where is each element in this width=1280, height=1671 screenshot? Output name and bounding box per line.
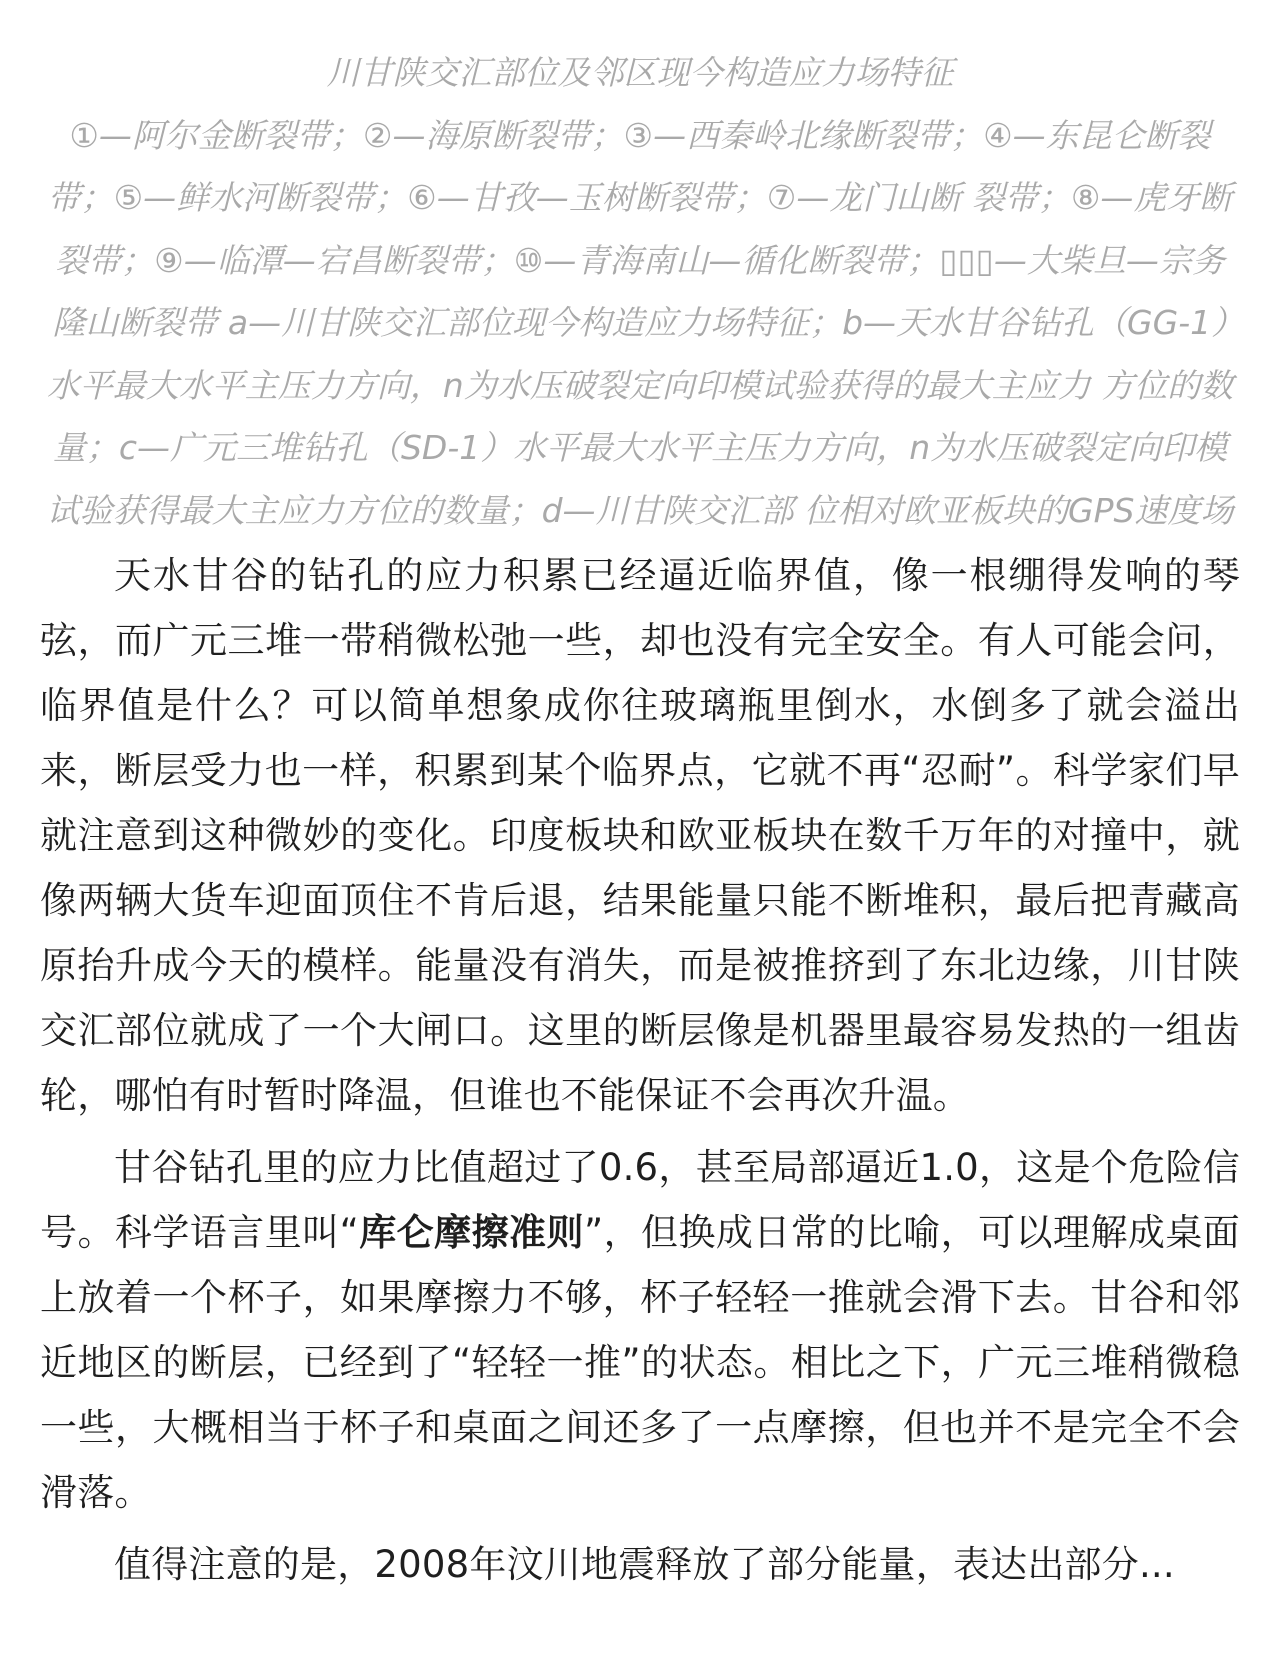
paragraph-2 [40, 1135, 1240, 1525]
paragraph-1: 天水甘谷的钻孔的应力积累已经逼近临界值，像一根绷得发响的琴弦，而广元三堆一带稍微松弛一些，却也没有完全安全。有人可能会问，临界值是什么？可以简单想象成你往玻璃瓶里倒水，水倒多了就会溢出来，断层受力也一样，积累到某个临界点，它就不再“忍耐”。科学家们早就注意到这种微妙的变化。印度板块和欧亚板块在数千万年的对撞中，就像两辆大货车迎面顶住不肯后退，结果能量只能不断堆积，最后把青藏高原抬升成今天的模样。能量没有消失，而是被推挤到了东北边缘，川甘陕交汇部位就成了一个大闸口。这里的断层像是机器里最容易发热的一组齿轮，哪怕有时暂时降温，但谁也不能保证不会再次升温。 [40, 554, 1240, 1117]
coulomb-criterion-term: 库仑摩擦准则 [358, 1211, 584, 1254]
article-page [40, 42, 1240, 1597]
paragraph-2-text-b: ”，但换成日常的比喻，可以理解成桌面上放着一个杯子，如果摩擦力不够，杯子轻轻一推就会滑下去。甘谷和邻近地区的断层，已经到了“轻轻一推”的状态。相比之下，广元三堆稍微稳一些，大概相当于杯子和桌面之间还多了一点摩擦，但也并不是完全不会滑落。 [40, 1211, 1240, 1514]
figure-caption [40, 42, 1240, 542]
paragraph-2-text-a: 甘谷钻孔里的应力比值超过了0.6，甚至局部逼近1.0，这是个危险信号。科学语言里叫“ [40, 1146, 1240, 1254]
caption-body: ①—阿尔金断裂带；②—海原断裂带；③—西秦岭北缘断裂带；④—东昆仑断裂带；⑤—鲜水河断裂带；⑥—甘孜—玉树断裂带；⑦—龙门山断 裂带；⑧—虎牙断裂带；⑨—临潭—宕昌断裂带；⑩—青海南山—循化断裂带；▯▯▯—大柴旦—宗务隆山断裂带 a—川甘陕交汇部位现今构造应力场特征；b—天水甘谷钻孔（GG-1）水平最大水平主压力方向，n为水压破裂定向印模试验获得的最大主应力 方位的数量；c—广元三堆钻孔（SD-1）水平最大水平主压力方向，n为水压破裂定向印模试验获得最大主应力方位的数量；d—川甘陕交汇部 位相对欧亚板块的GPS速度场 [46, 115, 1234, 530]
paragraph-3-partial: 值得注意的是，2008年汶川地震释放了部分能量，表达出部分... [114, 1543, 1175, 1586]
caption-title: 川甘陕交汇部位及邻区现今构造应力场特征 [326, 53, 954, 92]
